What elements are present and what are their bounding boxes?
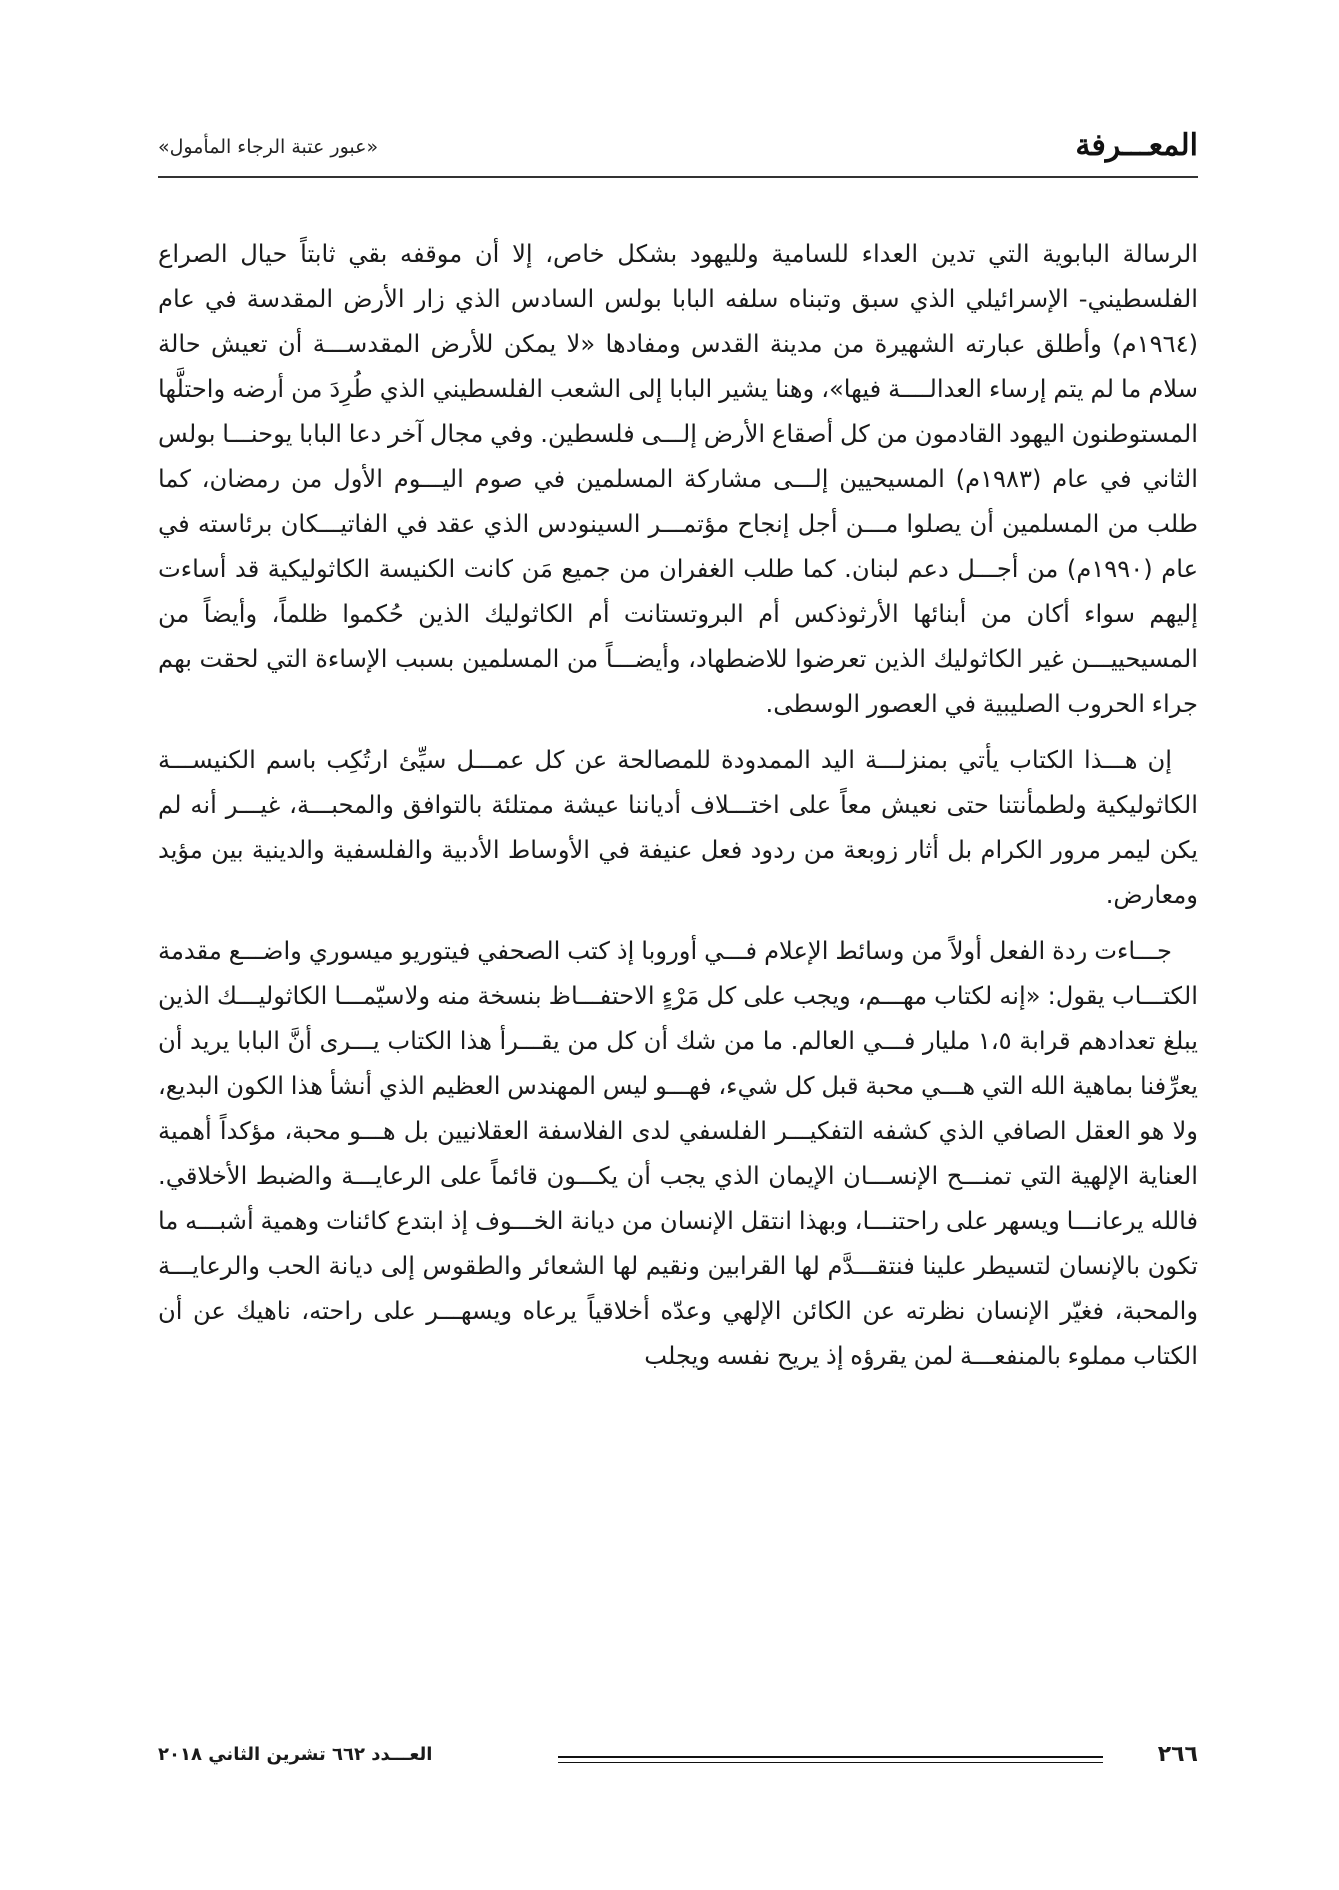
paragraph-3: جـــاءت ردة الفعل أولاً من وسائط الإعلام فـــي أوروبا إذ كتب الصحفي فيتوريو ميسوري واضـــع مقدمة الكتـــاب يقول: «إنه لكتاب مهـــم، ويجب على كل مَرْءٍ الاحتفـــاظ بنسخة منه ولاسيّمـــا الكاثوليـــك الذين يبلغ تعدادهم قرابة ١،٥ مليار فـــي العالم. ما من شك أن كل من يقـــرأ هذا الكتاب يـــرى أنَّ البابا يريد أن يعرِّفنا بماهية الله التي هـــي محبة قبل كل شيء، فهـــو ليس المهندس العظيم الذي أنشأ هذا الكون البديع، ولا هو العقل الصافي الذي كشفه التفكيـــر الفلسفي لدى الفلاسفة العقلانيين بل هـــو محبة، مؤكداً أهمية العناية الإلهية التي تمنـــح الإنســـان الإيمان الذي يجب أن يكـــون قائماً على الرعايـــة والضبط الأخلاقي. فالله يرعانـــا ويسهر على راحتنـــا، وبهذا انتقل الإنسان من ديانة الخـــوف إذ ابتدع كائنات وهمية أشبـــه ما تكون بالإنسان لتسيطر علينا فنتقـــدَّم لها القرابين ونقيم لها الشعائر والطقوس إلى ديانة الحب والرعايـــة والمحبة، فغيّر الإنسان نظرته عن الكائن الإلهي وعدّه أخلاقياً يرعاه ويسهـــر على راحته، ناهيك عن أن الكتاب مملوء بالمنفعـــة لمن يقرؤه إذ يريح نفسه ويجلب [158, 937, 1198, 1370]
issue-info: العـــدد ٦٦٢ تشرين الثاني ٢٠١٨ [158, 1744, 433, 1765]
paragraph-2: إن هـــذا الكتاب يأتي بمنزلـــة اليد الممدودة للمصالحة عن كل عمـــل سيِّئ ارتُكِب باسم الكنيســـة الكاثوليكية ولطمأنتنا حتى نعيش معاً على اختـــلاف أدياننا عيشة ممتلئة بالتوافق والمحبـــة، غيـــر أنه لم يكن ليمر مرور الكرام بل أثار زوبعة من ردود فعل عنيفة في الأوساط الأدبية والفلسفية والدينية بين مؤيد ومعارض. [158, 746, 1198, 909]
running-header [158, 128, 1198, 174]
paragraph-1: الرسالة البابوية التي تدين العداء للسامية ولليهود بشكل خاص، إلا أن موقفه بقي ثابتاً حيال الصراع الفلسطيني- الإسرائيلي الذي سبق وتبناه سلفه البابا بولس السادس الذي زار الأرض المقدسة في عام (١٩٦٤م) وأطلق عبارته الشهيرة من مدينة القدس ومفادها «لا يمكن للأرض المقدســـة أن تعيش حالة سلام ما لم يتم إرساء العدالــــة فيها»، وهنا يشير البابا إلى الشعب الفلسطيني الذي طُرِدَ من أرضه واحتلَّها المستوطنون اليهود القادمون من كل أصقاع الأرض إلـــى فلسطين. وفي مجال آخر دعا البابا يوحنـــا بولس الثاني في عام (١٩٨٣م) المسيحيين إلـــى مشاركة المسلمين في صوم اليـــوم الأول من رمضان، كما طلب من المسلمين أن يصلوا مـــن أجل إنجاح مؤتمـــر السينودس الذي عقد في الفاتيـــكان برئاسته في عام (١٩٩٠م) من أجـــل دعم لبنان. كما طلب الغفران من جميع مَن كانت الكنيسة الكاثوليكية قد أساءت إليهم سواء أكان من أبنائها الأرثوذكس أم البروتستانت أم الكاثوليك الذين حُكموا ظلماً، وأيضاً من المسيحييـــن غير الكاثوليك الذين تعرضوا للاضطهاد، وأيضـــاً من المسلمين بسبب الإساءة التي لحقت بهم جراء الحروب الصليبية في العصور الوسطى. [158, 240, 1199, 718]
running-title: «عبور عتبة الرجاء المأمول» [158, 136, 379, 158]
footer-divider [558, 1756, 1103, 1763]
article-body [158, 232, 1198, 1390]
header-divider [158, 176, 1198, 178]
page-number: ٢٦٦ [1157, 1742, 1198, 1767]
journal-name: المعـــرفة [1075, 128, 1198, 163]
page-footer [158, 1740, 1198, 1774]
